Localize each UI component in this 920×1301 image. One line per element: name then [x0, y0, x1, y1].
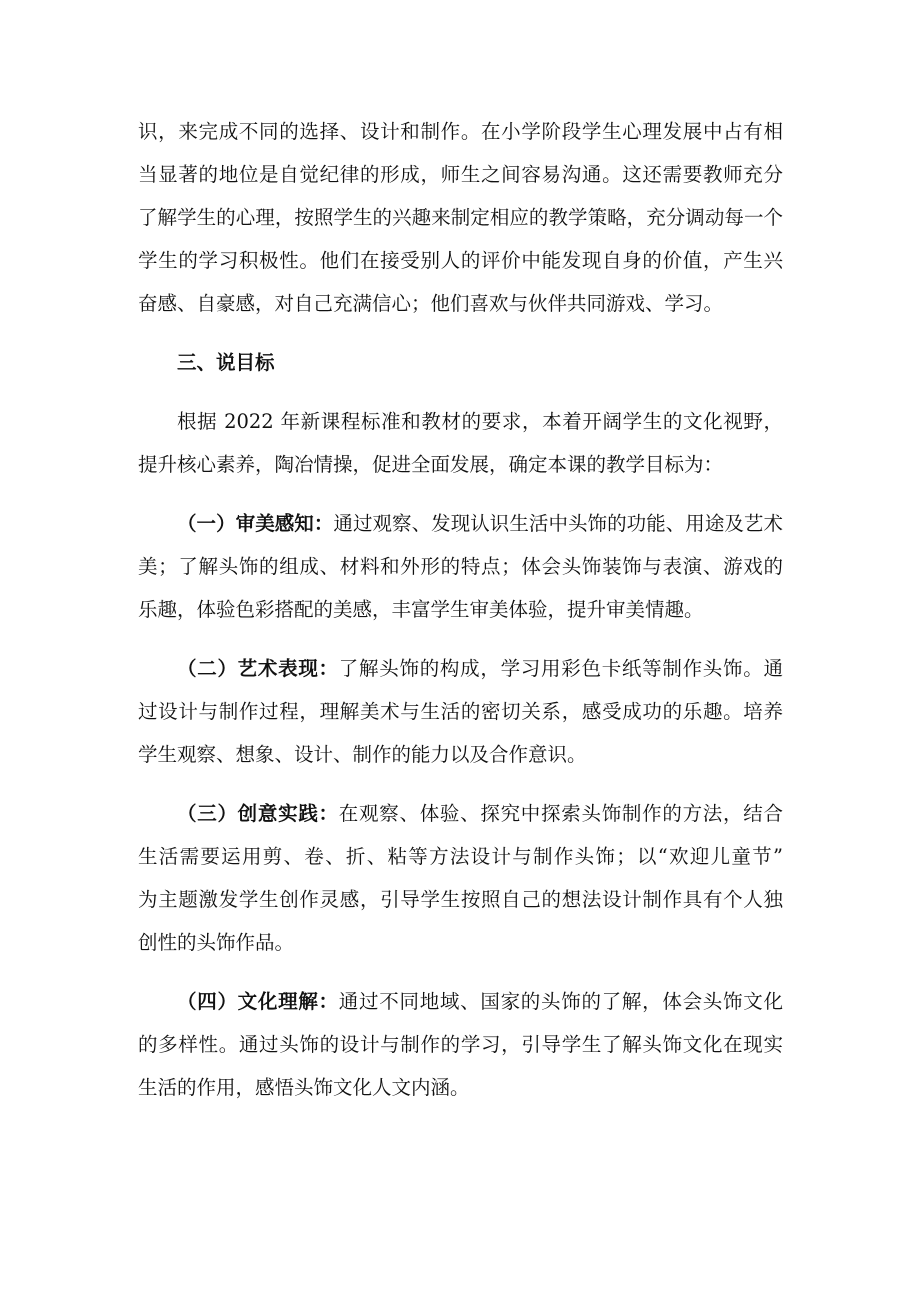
goal-paragraph-culture: [138, 980, 783, 1109]
goal-text: 在观察、体验、探究中探索头饰制作的方法，结合: [338, 802, 783, 825]
goal-paragraph-practice: [138, 792, 783, 964]
text-line: 生活需要运用剪、卷、折、粘等方法设计与制作头饰；以“欢迎儿童节”: [138, 845, 783, 868]
text-line: [138, 647, 783, 690]
goal-text: 了解头饰的构成，学习用彩色卡纸等制作头饰。通: [338, 657, 783, 680]
spacer: [138, 964, 783, 980]
text-line: [138, 792, 783, 835]
spacer: [138, 776, 783, 792]
text-line: 美；了解头饰的组成、材料和外形的特点；体会头饰装饰与表演、游戏的: [138, 555, 783, 578]
goal-intro-paragraph: [138, 400, 783, 486]
section-heading: 三、说目标: [177, 351, 275, 374]
spacer: [138, 384, 783, 400]
text-line: 的多样性。通过头饰的设计与制作的学习，引导学生了解头饰文化在现实: [138, 1033, 783, 1056]
intro-paragraph: [138, 110, 783, 325]
goal-lead: （四）文化理解：: [177, 990, 339, 1013]
text-line: 了解学生的心理，按照学生的兴趣来制定相应的教学策略，充分调动每一个: [138, 206, 783, 229]
goal-paragraph-aesthetic: [138, 502, 783, 631]
goal-text: 通过不同地域、国家的头饰的了解，体会头饰文化: [338, 990, 783, 1013]
text-line: 学生观察、想象、设计、制作的能力以及合作意识。: [138, 743, 587, 766]
text-line: [138, 502, 783, 545]
text-line: 当显著的地位是自觉纪律的形成，师生之间容易沟通。这还需要教师充分: [138, 163, 783, 186]
goal-paragraph-expression: [138, 647, 783, 776]
text-line: 创性的头饰作品。: [138, 931, 295, 954]
text-line: 生活的作用，感悟头饰文化人文内涵。: [138, 1076, 470, 1099]
text-line: 为主题激发学生创作灵感，引导学生按照自己的想法设计制作具有个人独: [138, 888, 783, 911]
goal-text: 通过观察、发现认识生活中头饰的功能、用途及艺术: [333, 512, 783, 535]
goal-lead: （一）审美感知：: [177, 512, 334, 535]
spacer: [138, 631, 783, 647]
text-line: 提升核心素养，陶冶情操，促进全面发展，确定本课的教学目标为：: [138, 453, 724, 476]
text-line: 过设计与制作过程，理解美术与生活的密切关系，感受成功的乐趣。培养: [138, 700, 783, 723]
goal-lead: （二）艺术表现：: [177, 657, 339, 680]
text-line: 奋感、自豪感，对自己充满信心；他们喜欢与伙伴共同游戏、学习。: [138, 292, 724, 315]
text-line: [138, 980, 783, 1023]
text-line: 学生的学习积极性。他们在接受别人的评价中能发现自身的价值，产生兴: [138, 249, 783, 272]
text-line: 识，来完成不同的选择、设计和制作。在小学阶段学生心理发展中占有相: [138, 120, 783, 143]
text-line: 乐趣，体验色彩搭配的美感，丰富学生审美体验，提升审美情趣。: [138, 598, 704, 621]
goal-lead: （三）创意实践：: [177, 802, 339, 825]
document-page: [138, 110, 783, 1109]
spacer: [138, 325, 783, 341]
spacer: [138, 486, 783, 502]
text-line: 根据 2022 年新课程标准和教材的要求，本着开阔学生的文化视野，: [177, 410, 783, 433]
